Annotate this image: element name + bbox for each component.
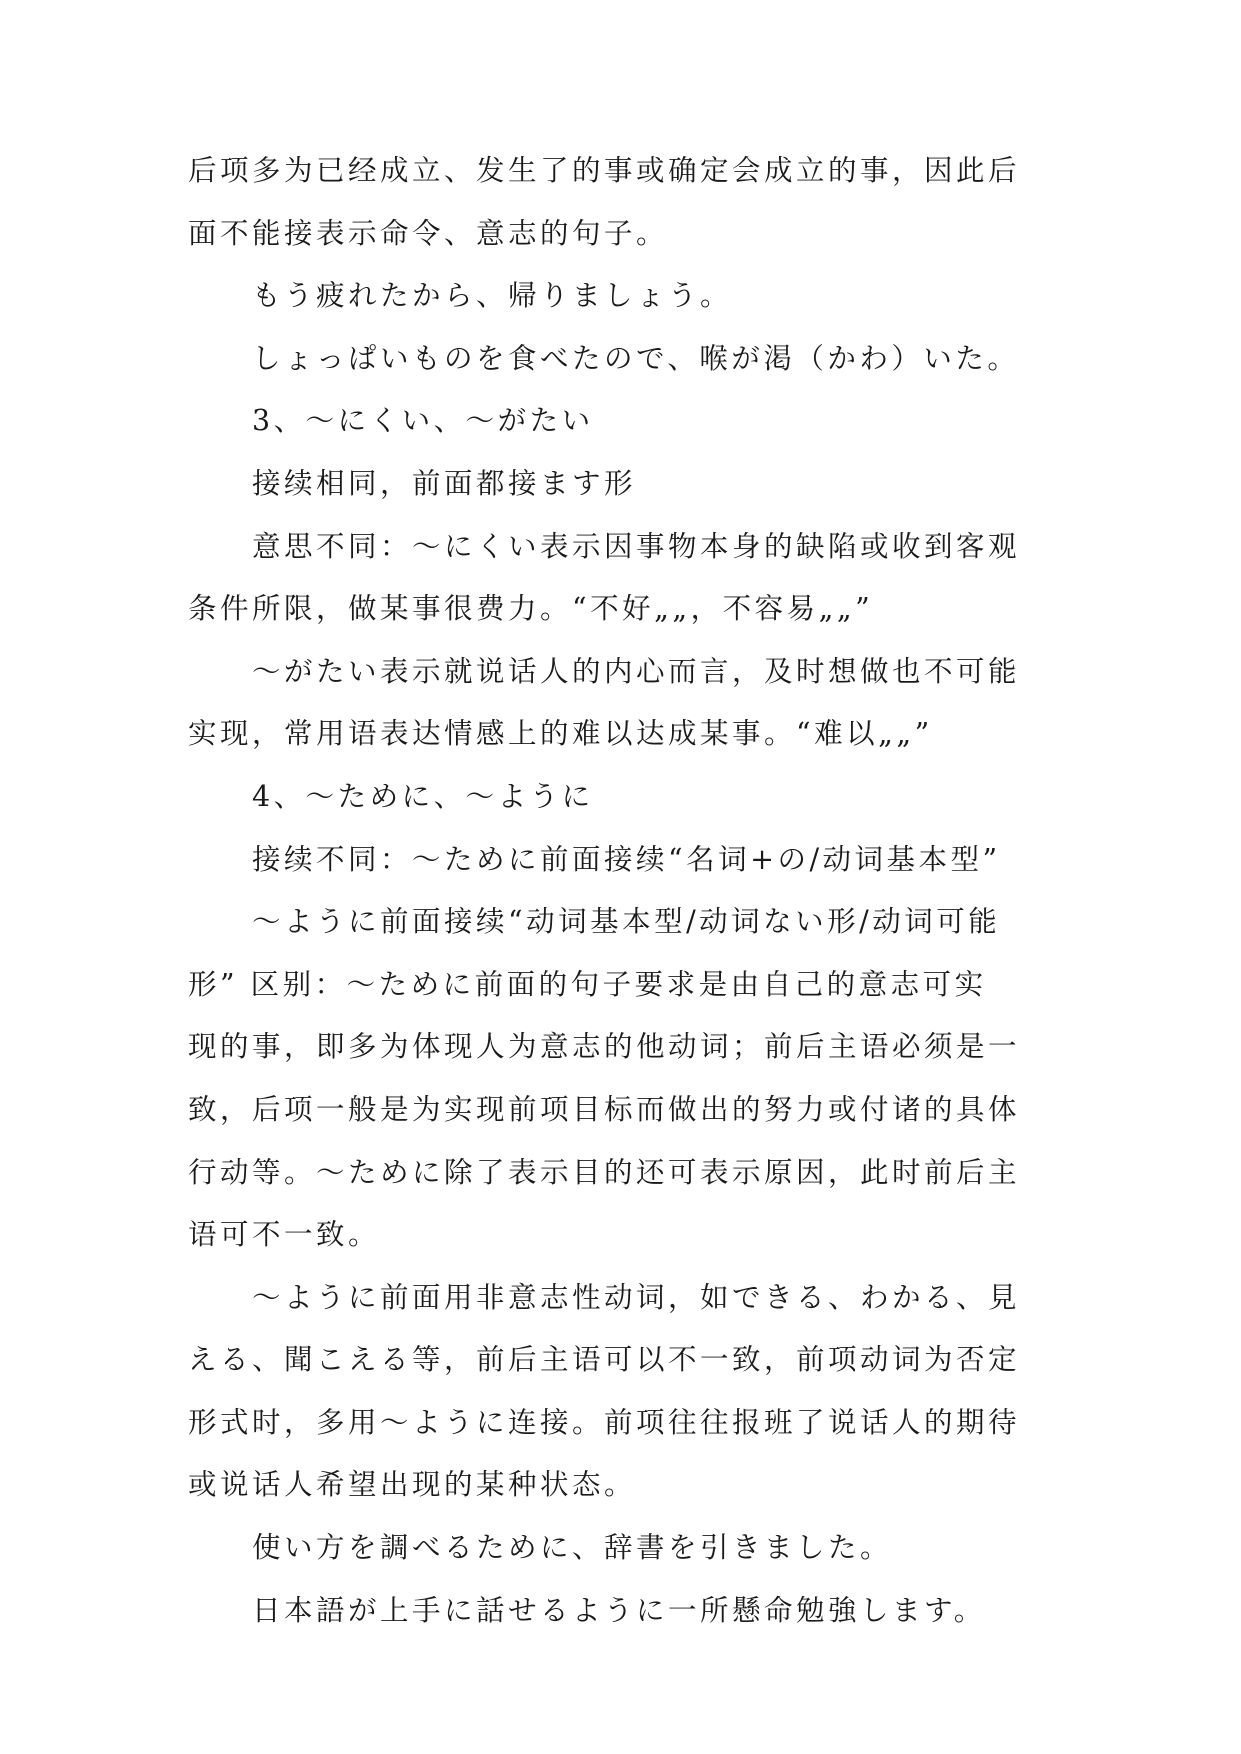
text-line: 后项多为已经成立、发生了的事或确定会成立的事，因此后 — [188, 154, 1021, 187]
text-line: ～がたい表示就说话人的内心而言，及时想做也不可能 — [252, 654, 1021, 688]
section-heading: 4、～ために、～ように — [252, 779, 594, 813]
text-line: 现的事，即多为体现人为意志的他动词；前后主语必须是一 — [188, 1030, 1021, 1064]
text-line: 形” 区别：～ために前面的句子要求是由自己的意志可实 — [188, 967, 987, 1001]
text-line: ～ように前面接续“动词基本型/动词ない形/动词可能 — [252, 905, 1001, 939]
example-sentence: もう疲れたから、帰りましょう。 — [252, 279, 733, 313]
text-line: 语可不一致。 — [188, 1218, 381, 1252]
example-sentence: しょっぱいものを食べたので、喉が渇（かわ）いた。 — [252, 341, 1020, 375]
text-line: 实现，常用语表达情感上的难以达成某事。“难以„„” — [188, 717, 933, 751]
text-line: 面不能接表示命令、意志的句子。 — [188, 216, 669, 250]
example-sentence: 使い方を調べるために、辞書を引きました。 — [252, 1531, 893, 1565]
text-line: 条件所限，做某事很费力。“不好„„，不容易„„” — [188, 592, 874, 626]
text-line: 意思不同：～にくい表示因事物本身的缺陷或收到客观 — [252, 529, 1021, 563]
text-line: 接续相同，前面都接ます形 — [252, 466, 637, 500]
text-line: 接续不同：～ために前面接续“名词+の/动词基本型” — [252, 842, 1001, 876]
example-sentence: 日本語が上手に話せるように一所懸命勉強します。 — [252, 1593, 986, 1627]
document-body — [188, 140, 1068, 1642]
text-line: ～ように前面用非意志性动词，如できる、わかる、見 — [252, 1280, 1021, 1314]
text-line: 形式时，多用～ように连接。前项往往报班了说话人的期待 — [188, 1405, 1021, 1439]
text-line: える、聞こえる等，前后主语可以不一致，前项动词为否定 — [188, 1343, 1021, 1377]
text-line: 行动等。～ために除了表示目的还可表示原因，此时前后主 — [188, 1155, 1021, 1189]
text-line: 或说话人希望出现的某种状态。 — [188, 1468, 637, 1502]
text-line: 致，后项一般是为实现前项目标而做出的努力或付诸的具体 — [188, 1092, 1021, 1126]
section-heading: 3、～にくい、～がたい — [252, 404, 594, 438]
